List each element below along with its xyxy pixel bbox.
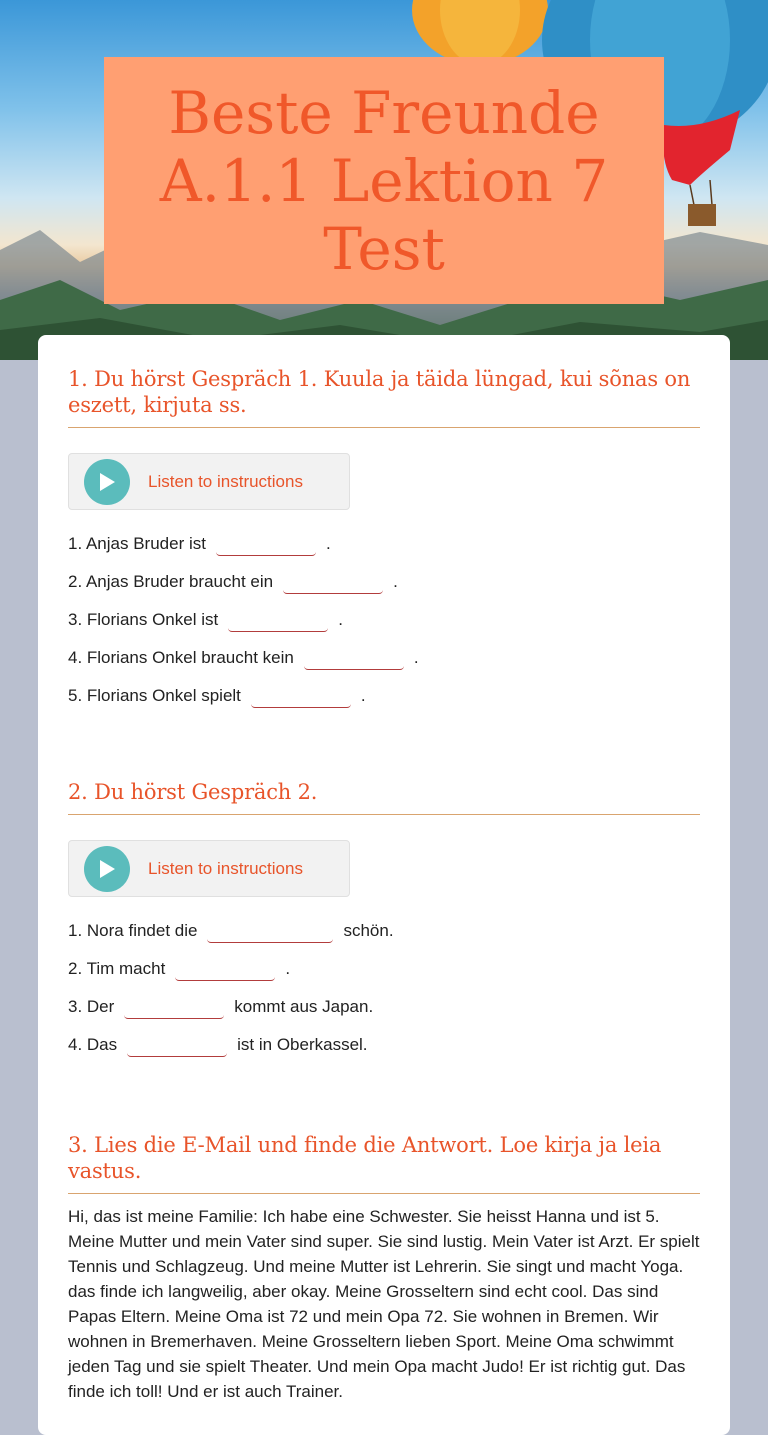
page-title: Beste Freunde A.1.1 Lektion 7 Test bbox=[159, 78, 609, 283]
section-2 bbox=[68, 715, 700, 1064]
question-1-1: 1. Anjas Bruder ist . bbox=[68, 525, 700, 563]
answer-blank[interactable] bbox=[175, 957, 275, 981]
section-1-title: 1. Du hörst Gespräch 1. Kuula ja täida lüngad, kui sõnas on eszett, kirjuta ss. bbox=[68, 366, 700, 428]
answer-blank[interactable] bbox=[207, 919, 333, 943]
question-2-2: 2. Tim macht . bbox=[68, 950, 700, 988]
worksheet-card bbox=[38, 335, 730, 1435]
answer-blank[interactable] bbox=[304, 646, 404, 670]
answer-blank[interactable] bbox=[127, 1033, 227, 1057]
section-3-title: 3. Lies die E-Mail und finde die Antwort. Loe kirja ja leia vastus. bbox=[68, 1132, 700, 1194]
listen-instructions-label: Listen to instructions bbox=[148, 471, 303, 491]
answer-blank[interactable] bbox=[283, 570, 383, 594]
section-3 bbox=[68, 1064, 700, 1404]
section-2-title: 2. Du hörst Gespräch 2. bbox=[68, 779, 700, 815]
question-1-5: 5. Florians Onkel spielt . bbox=[68, 677, 700, 715]
question-1-4: 4. Florians Onkel braucht kein . bbox=[68, 639, 700, 677]
answer-blank[interactable] bbox=[251, 684, 351, 708]
question-list-2 bbox=[68, 912, 700, 1064]
answer-blank[interactable] bbox=[228, 608, 328, 632]
question-1-3: 3. Florians Onkel ist . bbox=[68, 601, 700, 639]
play-icon[interactable] bbox=[84, 459, 130, 505]
listen-instructions-button-1[interactable] bbox=[68, 453, 350, 510]
question-2-1: 1. Nora findet die schön. bbox=[68, 912, 700, 950]
section-1 bbox=[68, 335, 700, 715]
answer-blank[interactable] bbox=[216, 532, 316, 556]
play-icon[interactable] bbox=[84, 846, 130, 892]
listen-instructions-button-2[interactable] bbox=[68, 840, 350, 897]
listen-instructions-label: Listen to instructions bbox=[148, 858, 303, 878]
question-1-2: 2. Anjas Bruder braucht ein . bbox=[68, 563, 700, 601]
question-2-3: 3. Der kommt aus Japan. bbox=[68, 988, 700, 1026]
hero-banner bbox=[0, 0, 768, 360]
answer-blank[interactable] bbox=[124, 995, 224, 1019]
title-box bbox=[104, 57, 664, 304]
question-list-1 bbox=[68, 525, 700, 715]
email-text: Hi, das ist meine Familie: Ich habe eine Schwester. Sie heisst Hanna und ist 5. Meine Mutter und mein Vater sind super. Sie sind lustig. Mein Vater ist Arzt. Er spielt Tennis und Schlagzeug. Und meine Mutter ist Lehrerin. Sie singt und macht Yoga. das finde ich langweilig, aber okay. Meine Grosseltern sind echt cool. Das sind Papas Eltern. Meine Oma ist 72 und mein Opa 72. Sie wohnen in Bremen. Wir wohnen in Bremerhaven. Meine Grosseltern lieben Sport. Meine Oma schwimmt jeden Tag und sie spielt Theater. Und mein Opa macht Judo! Er ist richtig gut. Das finde ich toll! Und er ist auch Trainer. bbox=[68, 1207, 700, 1401]
question-2-4: 4. Das ist in Oberkassel. bbox=[68, 1026, 700, 1064]
